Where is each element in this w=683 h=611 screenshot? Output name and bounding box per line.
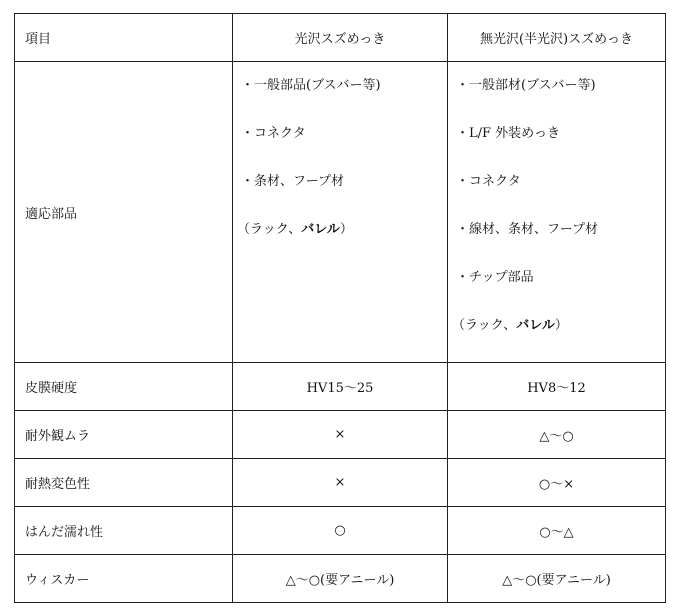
matte-value: △～○ [448,411,666,459]
matte-value: HV8～12 [448,363,666,411]
process-note-bold: バレル [301,222,340,237]
plating-comparison-table [14,13,666,603]
glossy-value: × [233,411,448,459]
process-note-bold: バレル [516,318,555,333]
applicable-parts-row [15,62,666,363]
applicable-parts-label: 適応部品 [15,62,233,363]
glossy-value: × [233,459,448,507]
process-note-prefix: （ラック、 [452,318,517,333]
list-item: ・条材、フープ材 [241,174,344,189]
list-item: ・一般部品(ブスバー等) [241,78,381,93]
matte-value: ○～△ [448,507,666,555]
process-note [448,314,665,362]
matte-value: ○～× [448,459,666,507]
list-item: ・コネクタ [456,174,521,189]
header-matte-tin-cell: 無光沢(半光沢)スズめっき [448,14,666,62]
process-note [233,218,447,266]
applicable-parts-matte [448,62,666,363]
process-note-prefix: （ラック、 [237,222,302,237]
table-row [15,363,666,411]
table-row [15,411,666,459]
header-row [15,14,666,62]
row-label: はんだ濡れ性 [15,507,233,555]
row-label: 耐熱変色性 [15,459,233,507]
matte-value: △～○(要アニール) [448,555,666,603]
glossy-value: △～○(要アニール) [233,555,448,603]
table-row [15,507,666,555]
list-item: ・コネクタ [241,126,306,141]
glossy-value: ○ [233,507,448,555]
list-item: ・チップ部品 [456,270,534,285]
row-label: 耐外観ムラ [15,411,233,459]
table-row [15,555,666,603]
glossy-value: HV15～25 [233,363,448,411]
process-note-suffix: ） [554,318,568,333]
process-note-suffix: ） [339,222,353,237]
list-item: ・L/F 外装めっき [456,126,561,141]
row-label: 皮膜硬度 [15,363,233,411]
list-item: ・線材、条材、フープ材 [456,222,598,237]
row-label: ウィスカー [15,555,233,603]
header-item-cell: 項目 [15,14,233,62]
list-item: ・一般部材(ブスバー等) [456,78,596,93]
table-row [15,459,666,507]
applicable-parts-glossy [233,62,448,363]
header-glossy-tin-cell: 光沢スズめっき [233,14,448,62]
